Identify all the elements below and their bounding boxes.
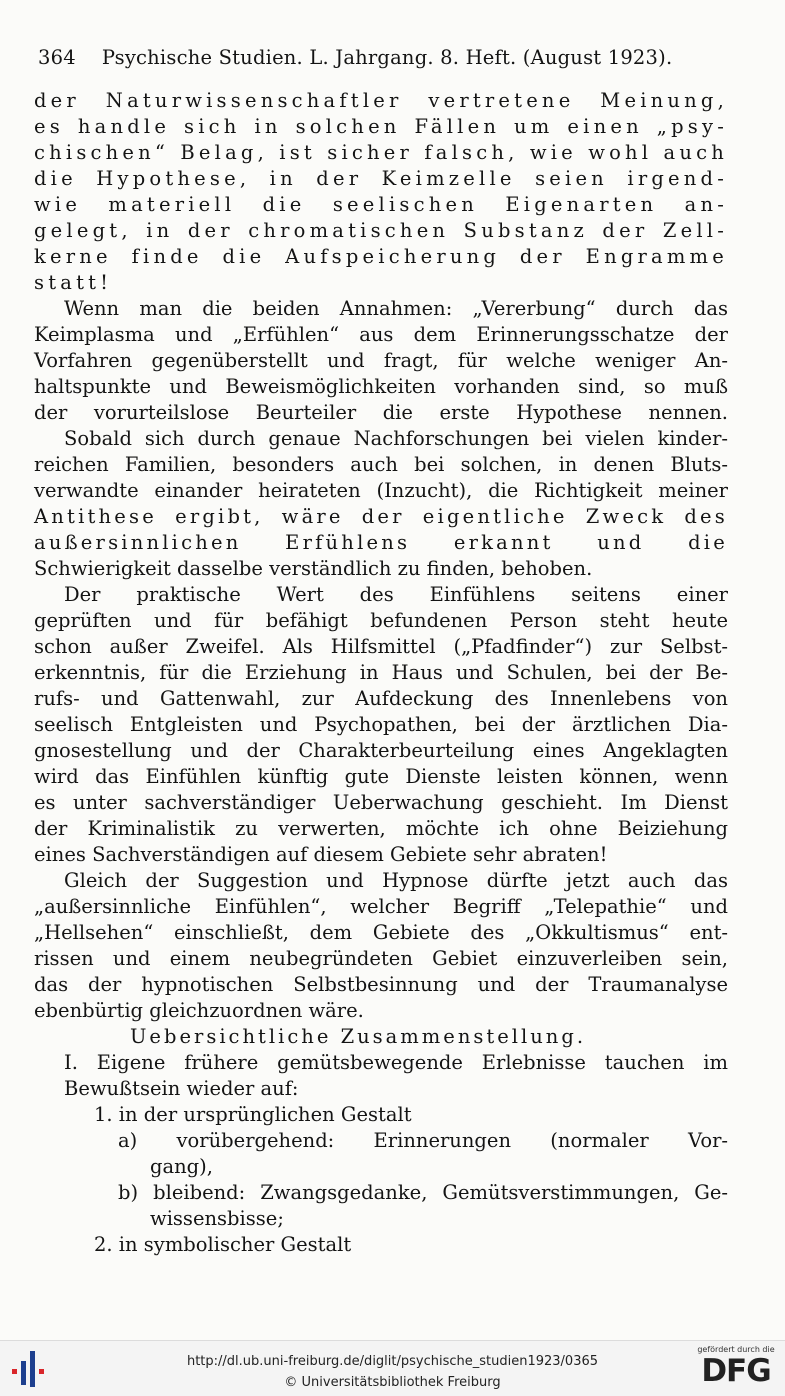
list-item: I. Eigene frühere gemütsbewegende Erlebnisse tauchen im <box>64 1051 728 1074</box>
text-line: die Hypothese, in der Keimzelle seien irgend- <box>34 167 728 190</box>
text-line: „außersinnliche Einfühlen“, welcher Begriff „Telepathie“ und <box>34 895 728 918</box>
text-line: rufs- und Gattenwahl, zur Aufdeckung des Innenlebens von <box>34 687 728 710</box>
dfg-logo <box>695 1345 777 1388</box>
list-item: b) bleibend: Zwangsgedanke, Gemütsverstimmungen, Ge- <box>118 1181 728 1204</box>
text-line: gelegt, in der chromatischen Substanz der Zell- <box>34 219 728 242</box>
list-item: 2. in symbolischer Gestalt <box>94 1233 352 1256</box>
viewer-footer <box>0 1340 785 1396</box>
text-line: ebenbürtig gleichzuordnen wäre. <box>34 999 364 1022</box>
dfg-wordmark: DFG <box>701 1353 771 1389</box>
list-item: gang), <box>150 1155 213 1178</box>
running-title: Psychische Studien. L. Jahrgang. 8. Heft. (August 1923). <box>101 46 673 69</box>
text-line: wie materiell die seelischen Eigenarten an- <box>34 193 728 216</box>
text-line: Schwierigkeit dasselbe verständlich zu finden, behoben. <box>34 557 593 580</box>
text-line: der Naturwissenschaftler vertretene Meinung, <box>34 89 728 112</box>
list-item: 1. in der ursprünglichen Gestalt <box>94 1103 412 1126</box>
list-item: Bewußtsein wieder auf: <box>64 1077 299 1100</box>
text-line: reichen Familien, besonders auch bei solchen, in denen Bluts- <box>34 453 728 476</box>
copyright-notice: © Universitätsbibliothek Freiburg <box>284 1375 501 1390</box>
text-line: gnosestellung und der Charakterbeurteilung eines Angeklagten <box>34 739 728 762</box>
text-line: statt! <box>34 271 113 294</box>
text-line: Keimplasma und „Erfühlen“ aus dem Erinnerungsschatze der <box>34 323 728 346</box>
section-heading: Uebersichtliche Zusammenstellung. <box>130 1025 587 1048</box>
list-item: wissensbisse; <box>150 1207 284 1230</box>
text-line: schon außer Zweifel. Als Hilfsmittel („Pfadfinder“) zur Selbst- <box>34 635 728 658</box>
text-line: Wenn man die beiden Annahmen: „Vererbung“ durch das <box>64 297 728 320</box>
text-line: rissen und einem neubegründeten Gebiet einzuverleiben sein, <box>34 947 728 970</box>
text-line: Vorfahren gegenüberstellt und fragt, für welche weniger An- <box>34 349 728 372</box>
page-number: 364 <box>38 46 76 69</box>
text-line: Gleich der Suggestion und Hypnose dürfte jetzt auch das <box>64 869 728 892</box>
text-line: erkenntnis, für die Erziehung in Haus und Schulen, bei der Be- <box>34 661 728 684</box>
text-line: der Kriminalistik zu verwerten, möchte ich ohne Beiziehung <box>34 817 728 840</box>
page-body <box>34 88 728 1258</box>
text-line: das der hypnotischen Selbstbesinnung und der Traumanalyse <box>34 973 728 996</box>
text-line: kerne finde die Aufspeicherung der Engramme <box>34 245 728 268</box>
text-line: seelisch Entgleisten und Psychopathen, bei der ärztlichen Dia- <box>34 713 728 736</box>
text-line: Sobald sich durch genaue Nachforschungen bei vielen kinder- <box>64 427 728 450</box>
text-line: es unter sachverständiger Ueberwachung geschieht. Im Dienst <box>34 791 728 814</box>
permalink-url[interactable]: http://dl.ub.uni-freiburg.de/diglit/psychische_studien1923/0365 <box>186 1354 599 1369</box>
dfg-caption: gefördert durch die <box>697 1345 775 1354</box>
text-line: „Hellsehen“ einschließt, dem Gebiete des „Okkultismus“ ent- <box>34 921 728 944</box>
text-line: Der praktische Wert des Einfühlens seitens einer <box>64 583 728 606</box>
text-line: haltspunkte und Beweismöglichkeiten vorhanden sind, so muß <box>34 375 728 398</box>
running-header <box>38 46 745 69</box>
text-line: eines Sachverständigen auf diesem Gebiete sehr abraten! <box>34 843 608 866</box>
text-line: geprüften und für befähigt befundenen Person steht heute <box>34 609 728 632</box>
text-line: wird das Einfühlen künftig gute Dienste leisten können, wenn <box>34 765 728 788</box>
text-line: verwandte einander heirateten (Inzucht), die Richtigkeit meiner <box>34 479 728 502</box>
text-line: chischen“ Belag, ist sicher falsch, wie wohl auch <box>34 141 728 164</box>
text-line: außersinnlichen Erfühlens erkannt und die <box>34 531 728 554</box>
text-line: Antithese ergibt, wäre der eigentliche Zweck des <box>34 505 728 528</box>
text-line: der vorurteilslose Beurteiler die erste Hypothese nennen. <box>34 401 728 424</box>
list-item: a) vorübergehend: Erinnerungen (normaler Vor- <box>118 1129 728 1152</box>
text-line: es handle sich in solchen Fällen um einen „psy- <box>34 115 728 138</box>
